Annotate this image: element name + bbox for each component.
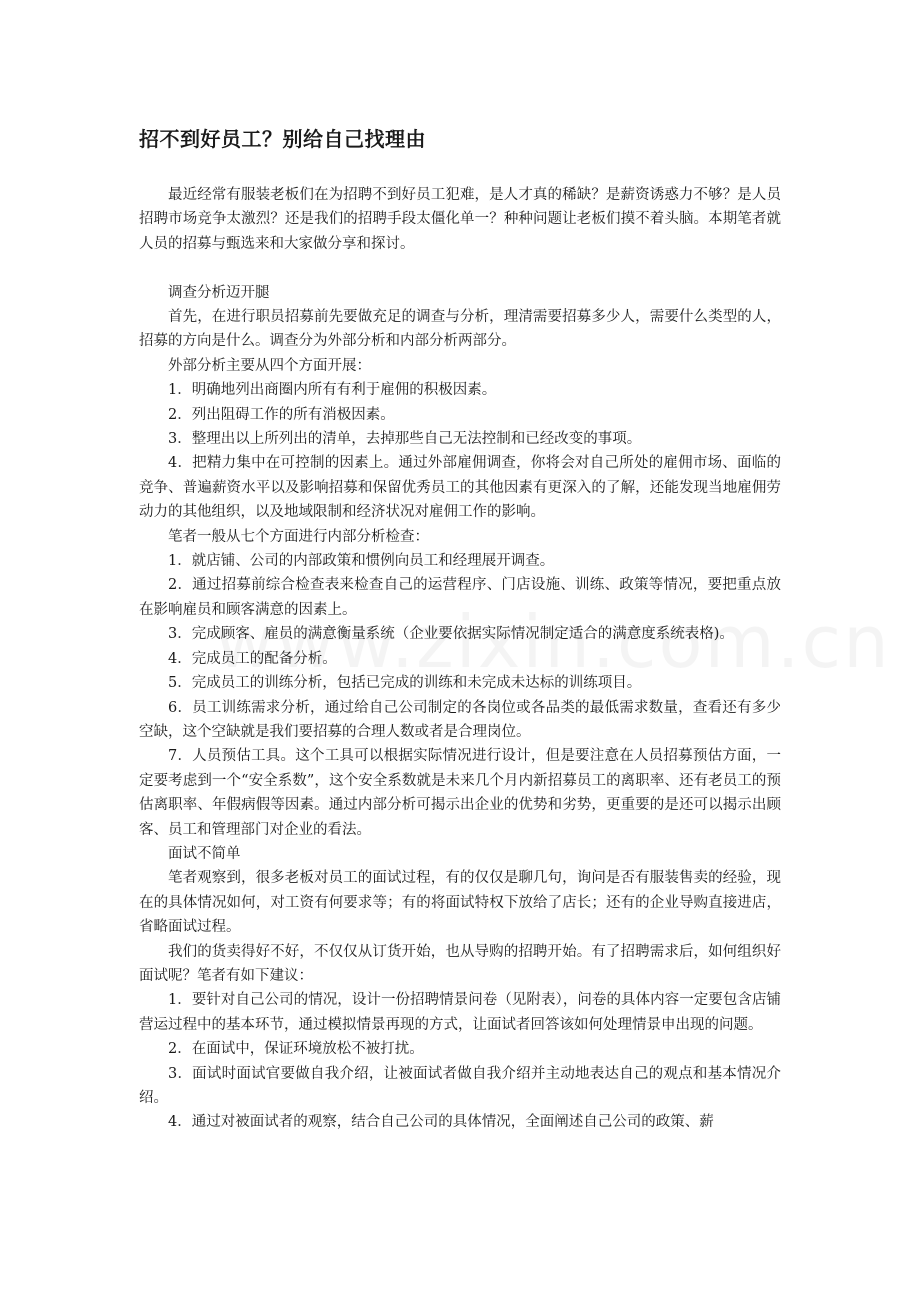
paragraph-gap (139, 256, 781, 280)
list-intro: 笔者一般从七个方面进行内部分析检查： (168, 528, 429, 545)
list-item: 3．整理出以上所列出的清单，去掉那些自己无法控制和已经改变的事项。 (168, 431, 642, 448)
list-item: 7．人员预估工具。这个工具可以根据实际情况进行设计，但是要注意在人员招募预估方面，一定要考虑到一个“安全系数”，这个安全系数就是未来几个月内新招募员工的离职率、还有老员工的预估离职率、年假病假等因素。通过内部分析可揭示出企业的优势和劣势，更重要的是还可以揭示出顾客、员工和管理部门对企业的看法。 (139, 748, 781, 838)
intro-paragraph: 最近经常有服装老板们在为招聘不到好员工犯难，是人才真的稀缺？是薪资诱惑力不够？是人员招聘市场竞争太激烈？还是我们的招聘手段太僵化单一？种种问题让老板们摸不着头脑。本期笔者就人员的招募与甄选来和大家做分享和探讨。 (139, 187, 781, 252)
list-item: 1．明确地列出商圈内所有有利于雇佣的积极因素。 (168, 382, 497, 399)
paragraph: 首先，在进行职员招募前先要做充足的调查与分析，理清需要招募多少人，需要什么类型的人，招募的方向是什么。调查分为外部分析和内部分析两部分。 (139, 309, 781, 350)
paragraph: 笔者观察到，很多老板对员工的面试过程，有的仅仅是聊几句，询问是否有服装售卖的经验，现在的具体情况如何，对工资有何要求等；有的将面试特权下放给了店长；还有的企业导购直接进店，省略面试过程。 (139, 870, 781, 936)
list-item: 2．在面试中，保证环境放松不被打扰。 (168, 1041, 424, 1058)
list-item: 3．面试时面试官要做自我介绍，让被面试者做自我介绍并主动地表达自己的观点和基本情况介绍。 (139, 1065, 781, 1107)
section-heading: 面试不简单 (168, 845, 241, 862)
list-item: 2．列出阻碍工作的所有消极因素。 (168, 406, 395, 423)
paragraph: 我们的货卖得好不好，不仅仅从订货开始，也从导购的招聘开始。有了招聘需求后，如何组织好面试呢？笔者有如下建议： (139, 943, 781, 984)
list-item: 3．完成顾客、雇员的满意衡量系统（企业要依据实际情况制定适合的满意度系统表格)。 (168, 626, 734, 643)
list-item: 4．把精力集中在可控制的因素上。通过外部雇佣调查，你将会对自己所处的雇佣市场、面临的竞争、普遍薪资水平以及影响招募和保留优秀员工的其他因素有更深入的了解，还能发现当地雇佣劳动力的其他组织，以及地域限制和经济状况对雇佣工作的影响。 (139, 455, 781, 521)
list-item: 1．就店铺、公司的内部政策和惯例向员工和经理展开调查。 (168, 553, 555, 570)
list-item: 5．完成员工的训练分析，包括已完成的训练和未完成未达标的训练项目。 (168, 675, 642, 692)
list-item: 1．要针对自己公司的情况，设计一份招聘情景问卷（见附表），问卷的具体内容一定要包含店铺营运过程中的基本环节，通过模拟情景再现的方式，让面试者回答该如何处理情景申出现的问题。 (139, 992, 781, 1033)
list-item: 4．通过对被面试者的观察，结合自己公司的具体情况，全面阐述自己公司的政策、薪 (168, 1114, 714, 1131)
list-intro: 外部分析主要从四个方面开展： (168, 357, 371, 374)
list-item: 2．通过招募前综合检查表来检查自己的运营程序、门店设施、训练、政策等情况，要把重点放在影响雇员和顾客满意的因素上。 (139, 577, 781, 618)
article-title: 招不到好员工？别给自己找理由 (139, 127, 426, 151)
list-item: 6．员工训练需求分析，通过给自己公司制定的各岗位或各品类的最低需求数量，查看还有多少空缺，这个空缺就是我们要招募的合理人数或者是合理岗位。 (139, 699, 781, 740)
list-item: 4．完成员工的配备分析。 (168, 650, 337, 667)
article-body (139, 183, 781, 1135)
section-heading: 调查分析迈开腿 (168, 284, 270, 301)
